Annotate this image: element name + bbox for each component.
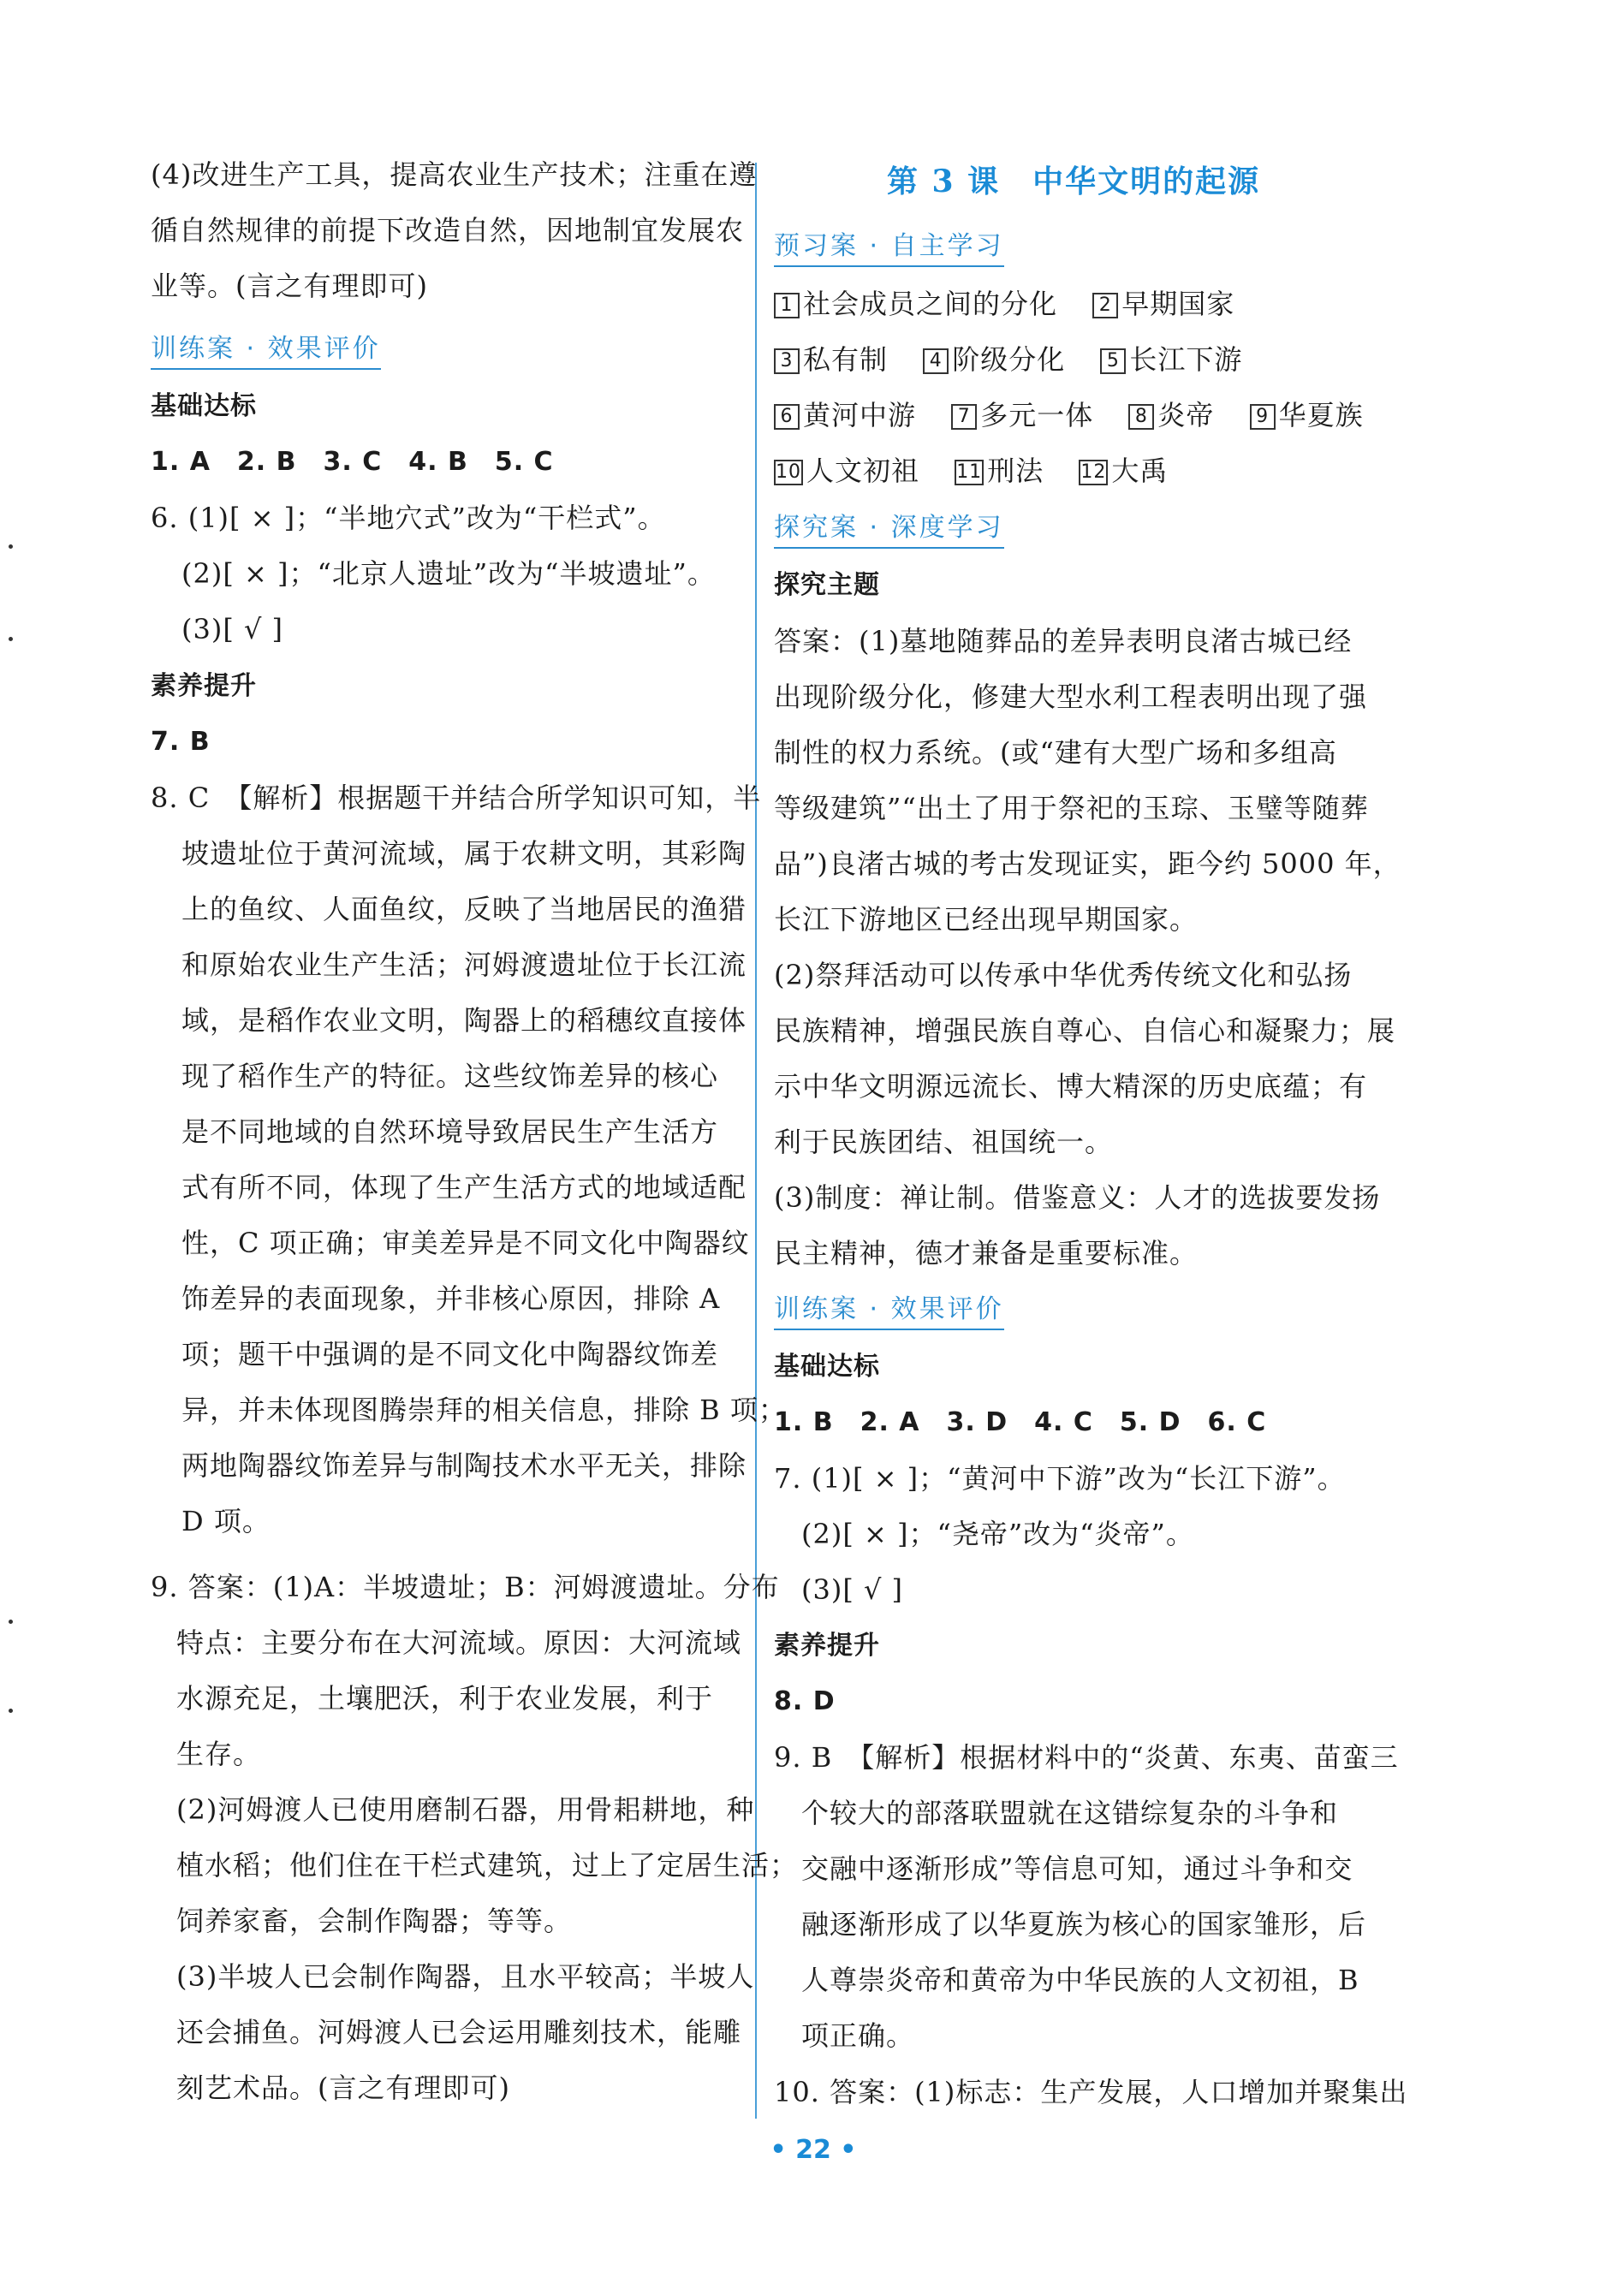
scan-speck bbox=[9, 1620, 13, 1624]
fill-answer: 早期国家 bbox=[1121, 288, 1235, 320]
scan-speck bbox=[9, 1709, 13, 1713]
answer-line: 品”)良渚古城的考古发现证实，距今约 5000 年， bbox=[774, 847, 1401, 880]
fill-row bbox=[774, 287, 1260, 321]
section-heading-training: 训练案 · 效果评价 bbox=[774, 1293, 1004, 1330]
fill-answer: 黄河中游 bbox=[803, 399, 917, 431]
answer-line: 民主精神，德才兼备是重要标准。 bbox=[774, 1237, 1199, 1269]
q7-line: 7. (1)[ × ]；“黄河中下游”改为“长江下游”。 bbox=[774, 1462, 1346, 1495]
fill-answer: 私有制 bbox=[803, 343, 889, 376]
q9-line: 人尊崇炎帝和黄帝为中华民族的人文初祖，B bbox=[801, 1964, 1359, 1996]
q8-line: 现了稻作生产的特征。这些纹饰差异的核心 bbox=[181, 1060, 719, 1092]
q9-line: 融逐渐形成了以华夏族为核心的国家雏形，后 bbox=[801, 1908, 1367, 1941]
answer-line: (3)制度：禅让制。借鉴意义：人才的选拔要发扬 bbox=[774, 1181, 1381, 1214]
fill-row bbox=[774, 454, 1193, 488]
subheading-theme: 探究主题 bbox=[774, 570, 880, 600]
q8-line: 8. C 【解析】根据题干并结合所学知识可知，半 bbox=[151, 782, 762, 814]
answer-line: 民族精神，增强民族自尊心、自信心和凝聚力；展 bbox=[774, 1014, 1396, 1047]
number-box: 2 bbox=[1092, 293, 1118, 318]
q9-line: 植水稻；他们住在干栏式建筑，过上了定居生活； bbox=[176, 1849, 799, 1882]
subheading-basic: 基础达标 bbox=[774, 1352, 880, 1382]
q9-line: 9. 答案：(1)A：半坡遗址；B：河姆渡遗址。分布 bbox=[151, 1571, 780, 1603]
q6-line: (2)[ × ]；“北京人遗址”改为“半坡遗址”。 bbox=[181, 557, 716, 590]
q8-line: 上的鱼纹、人面鱼纹，反映了当地居民的渔猎 bbox=[181, 893, 747, 925]
answer-line: 长江下游地区已经出现早期国家。 bbox=[774, 903, 1199, 936]
q8-line: 异，并未体现图腾崇拜的相关信息，排除 B 项； bbox=[181, 1394, 787, 1426]
answer-line: 示中华文明源远流长、博大精深的历史底蕴；有 bbox=[774, 1070, 1368, 1103]
number-box: 12 bbox=[1079, 460, 1108, 485]
answer-line: 等级建筑”“出土了用于祭祀的玉琮、玉璧等随葬 bbox=[774, 792, 1369, 824]
number-box: 1 bbox=[774, 293, 800, 318]
q9-line: 还会捕鱼。河姆渡人已会运用雕刻技术，能雕 bbox=[176, 2016, 742, 2048]
q9-line: (3)半坡人已会制作陶器，且水平较高；半坡人 bbox=[176, 1960, 755, 1993]
q7-line: (2)[ × ]；“尧帝”改为“炎帝”。 bbox=[801, 1518, 1194, 1550]
fill-row bbox=[774, 342, 1268, 377]
number-box: 3 bbox=[774, 348, 800, 374]
column-divider bbox=[755, 163, 757, 2119]
q8-line: 两地陶器纹饰差异与制陶技术水平无关，排除 bbox=[181, 1449, 747, 1482]
q9-line: 饲养家畜，会制作陶器；等等。 bbox=[176, 1905, 573, 1937]
q8-line: 和原始农业生产生活；河姆渡遗址位于长江流 bbox=[181, 948, 747, 981]
number-box: 10 bbox=[774, 460, 803, 485]
q9-line: 个较大的部落联盟就在这错综复杂的斗争和 bbox=[801, 1797, 1339, 1829]
number-box: 7 bbox=[951, 404, 977, 430]
q9-line: 水源充足，土壤肥沃，利于农业发展，利于 bbox=[176, 1682, 714, 1715]
q8-line: 项；题干中强调的是不同文化中陶器纹饰差 bbox=[181, 1338, 719, 1370]
lesson-title: 第 3 课 中华文明的起源 bbox=[887, 163, 1261, 199]
q9-line: 9. B 【解析】根据材料中的“炎黄、东夷、苗蛮三 bbox=[774, 1741, 1399, 1774]
q8-line: 式有所不同，体现了生产生活方式的地域适配 bbox=[181, 1171, 747, 1204]
number-box: 11 bbox=[955, 460, 984, 485]
number-box: 5 bbox=[1100, 348, 1126, 374]
q6-line: (3)[ √ ] bbox=[181, 613, 284, 645]
fill-answer: 多元一体 bbox=[980, 399, 1094, 431]
q8-line: D 项。 bbox=[181, 1505, 271, 1537]
q8-line: 饰差异的表面现象，并非核心原因，排除 A bbox=[181, 1282, 721, 1315]
mc-answers: 1. A 2. B 3. C 4. B 5. C bbox=[151, 447, 554, 477]
section-heading-preview: 预习案 · 自主学习 bbox=[774, 229, 1004, 267]
number-box: 8 bbox=[1128, 404, 1154, 430]
scan-speck bbox=[9, 637, 13, 641]
answer-line: 制性的权力系统。(或“建有大型广场和多组高 bbox=[774, 736, 1337, 769]
text-line: (4)改进生产工具，提高农业生产技术；注重在遵 bbox=[151, 158, 758, 191]
answer-line: 出现阶级分化，修建大型水利工程表明出现了强 bbox=[774, 681, 1368, 713]
section-heading-training: 训练案 · 效果评价 bbox=[151, 332, 381, 370]
q8-line: 是不同地域的自然环境导致居民生产生活方 bbox=[181, 1115, 719, 1148]
fill-answer: 社会成员之间的分化 bbox=[803, 288, 1058, 320]
fill-answer: 阶级分化 bbox=[952, 343, 1066, 376]
fill-answer: 刑法 bbox=[987, 455, 1044, 487]
q9-line: 交融中逐渐形成”等信息可知，通过斗争和交 bbox=[801, 1852, 1353, 1885]
fill-answer: 大禹 bbox=[1111, 455, 1169, 487]
q9-line: 生存。 bbox=[176, 1738, 262, 1770]
fill-answer: 炎帝 bbox=[1157, 399, 1215, 431]
fill-answer: 长江下游 bbox=[1129, 343, 1243, 376]
q10-line: 10. 答案：(1)标志：生产发展，人口增加并聚集出 bbox=[774, 2076, 1408, 2108]
subheading-quality: 素养提升 bbox=[774, 1631, 880, 1661]
section-heading-explore: 探究案 · 深度学习 bbox=[774, 511, 1004, 549]
subheading-quality: 素养提升 bbox=[151, 671, 257, 701]
q9-line: 项正确。 bbox=[801, 2019, 915, 2052]
q8-line: 域，是稻作农业文明，陶器上的稻穗纹直接体 bbox=[181, 1004, 747, 1037]
q8-answer: 8. D bbox=[774, 1686, 836, 1716]
text-line: 业等。(言之有理即可) bbox=[151, 270, 428, 302]
fill-answer: 华夏族 bbox=[1278, 399, 1364, 431]
text-line: 循自然规律的前提下改造自然，因地制宜发展农 bbox=[151, 214, 745, 247]
scan-speck bbox=[9, 544, 13, 549]
mc-answers: 1. B 2. A 3. D 4. C 5. D 6. C bbox=[774, 1407, 1267, 1437]
number-box: 9 bbox=[1250, 404, 1276, 430]
number-box: 4 bbox=[923, 348, 949, 374]
answer-line: 答案：(1)墓地随葬品的差异表明良渚古城已经 bbox=[774, 625, 1353, 657]
answer-line: (2)祭拜活动可以传承中华优秀传统文化和弘扬 bbox=[774, 959, 1353, 991]
number-box: 6 bbox=[774, 404, 800, 430]
fill-answer: 人文初祖 bbox=[806, 455, 920, 487]
q7-line: (3)[ √ ] bbox=[801, 1573, 904, 1606]
q9-line: (2)河姆渡人已使用磨制石器，用骨耜耕地，种 bbox=[176, 1793, 755, 1826]
q6-line: 6. (1)[ × ]；“半地穴式”改为“干栏式”。 bbox=[151, 502, 666, 534]
q9-line: 刻艺术品。(言之有理即可) bbox=[176, 2072, 510, 2104]
q9-line: 特点：主要分布在大河流域。原因：大河流域 bbox=[176, 1626, 742, 1659]
q8-line: 性，C 项正确；审美差异是不同文化中陶器纹 bbox=[181, 1227, 750, 1259]
answer-line: 利于民族团结、祖国统一。 bbox=[774, 1126, 1114, 1158]
page-number: • 22 • bbox=[770, 2135, 857, 2165]
q7-answer: 7. B bbox=[151, 727, 211, 757]
q8-line: 坡遗址位于黄河流域，属于农耕文明，其彩陶 bbox=[181, 837, 747, 870]
subheading-basic: 基础达标 bbox=[151, 391, 257, 421]
fill-row bbox=[774, 398, 1389, 432]
